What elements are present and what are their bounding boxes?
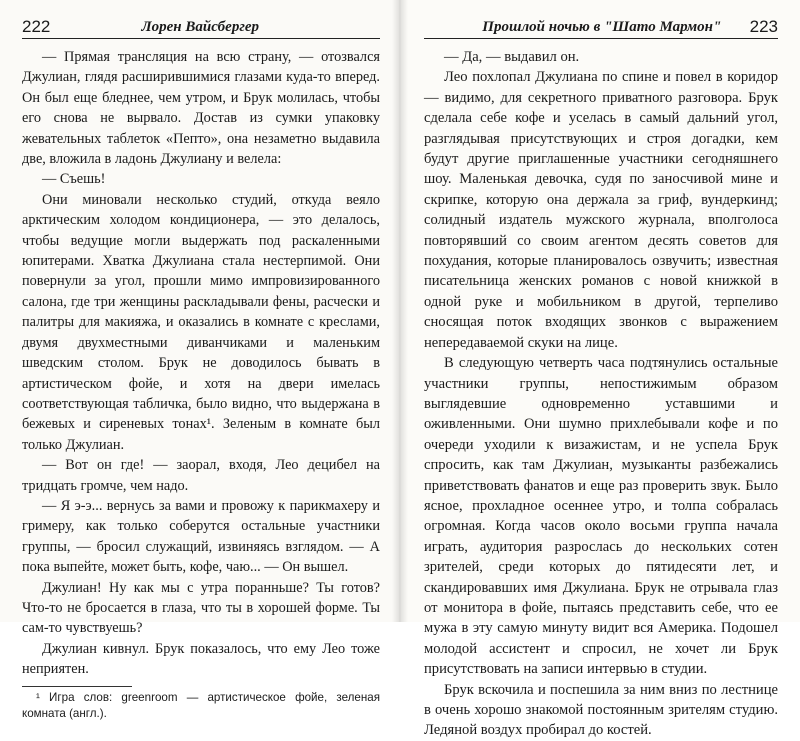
paragraph: Брук вскочила и поспешила за ним вниз по лестнице в очень хорошо знакомой постоянным зрителям студию. Ледяной воздух пробирал до костей. (424, 681, 778, 739)
paragraph: Джулиан! Ну как мы с утра поранньше? Ты готов? Что-то не бросается в глаза, что ты в хорошей форме. Ты сам-то чувствуешь? (22, 579, 380, 637)
paragraph: — Я э-э... вернусь за вами и провожу к парикмахеру и гримеру, как только соберутся остальные участники группы, — бросил служащий, извиняясь взглядом. — А пока выпейте, может быть, кофе, чаю... — Он вышел. (22, 497, 380, 576)
paragraph: — Прямая трансляция на всю страну, — отозвался Джулиан, глядя расширившимися глазами куда-то вперед. Он был еще бледнее, чем утром, и Брук молилась, чтобы его снова не вырвало. Достав из сумки упаковку жевательных таблеток «Пепто», она незаметно выдавила две, вложила в ладонь Джулиану и велела: (22, 49, 380, 168)
page-number: 223 (749, 17, 778, 36)
right-page-header (424, 12, 778, 39)
left-page (0, 0, 400, 720)
left-page-header (22, 12, 380, 39)
paragraph: — Вот он где! — заорал, входя, Лео децибел на тридцать громче, чем надо. (22, 457, 380, 494)
book-gutter-shadow (392, 0, 408, 622)
page-number: 222 (22, 17, 51, 36)
right-page (400, 0, 800, 739)
running-head-author: Лорен Вайсбергер (141, 19, 260, 35)
paragraph: В следующую четверть часа подтянулись остальные участники группы, непостижимым образом выглядевшие одновременно уставшими и оживленными. Они шумно прихлебывали кофе и по очереди уходили к визажистам, и не успела Брук спросить, как там Джулиан, музыканты разбежались приветствовать фанатов и еще раз проверить звук. Было ясное, прохладное осеннее утро, и толпа собралась огромная. Когда часов около восьми группа начала играть, аудитория разрослась до нескольких сотен зрителей, среди которых до пятидесяти лет, и скандировавших имя Джулиана. Брук не отрывала глаз от монитора в фойе, пытаясь представить себе, что ее мужа в эту самую минуту видит вся Америка. Подошел молодой ассистент и спросил, не хочет ли Брук присутствовать на записи интервью в студии. (424, 355, 778, 678)
footnote-divider (22, 686, 132, 687)
paragraph: Джулиан кивнул. Брук показалось, что ему Лео тоже неприятен. (22, 640, 380, 678)
paragraph: Они миновали несколько студий, откуда веяло арктическим холодом кондиционера, — это делалось, чтобы ведущие могли выдержать под раскаленными юпитерами. Хватка Джулиана стала нестерпимой. Они повернули за угол, прошли мимо импровизированного салона, где три женщины раскладывали фены, расчески и палитры для макияжа, и оказались в комнате с креслами, двумя двухместными диванчиками и маленьким шведским столом. Брук не доводилось бывать в артистическом фойе, и хотя на двери имелась соответствующая табличка, было видно, что выдержана в бежевых и сиреневых тонах¹. Зеленым в комнате был только Джулиан. (22, 191, 380, 453)
running-head-title: Прошлой ночью в "Шато Мармон" (482, 19, 722, 35)
paragraph: Лео похлопал Джулиана по спине и повел в коридор — видимо, для секретного приватного разговора. Брук сделала себе кофе и уселась в самый дальний угол, разглядывая присутствующих и строя догадки, кем будут другие приглашенные участники сегодняшнего шоу. Маленькая девочка, судя по заносчивой мине и скрипке, которую она держала за гриф, вундеркинд; солидный издатель мужского журнала, вполголоса повторявший со своим агентом десять советов для похудания, которые планировалось озвучить; известная писательница женских романов с новой книжкой в одной руке и мобильником в другой, терпеливо сносящая поток входящих звонков с выражением непередаваемой скуки на лице. (424, 69, 778, 351)
paragraph: — Да, — выдавил он. (444, 49, 580, 65)
footnote (22, 690, 380, 722)
footnote-text: ¹ Игра слов: greenroom — артистическое фойе, зеленая комната (англ.). (22, 690, 380, 720)
paragraph: — Съешь! (42, 171, 106, 188)
right-page-body (424, 47, 778, 741)
left-page-body (22, 47, 380, 680)
